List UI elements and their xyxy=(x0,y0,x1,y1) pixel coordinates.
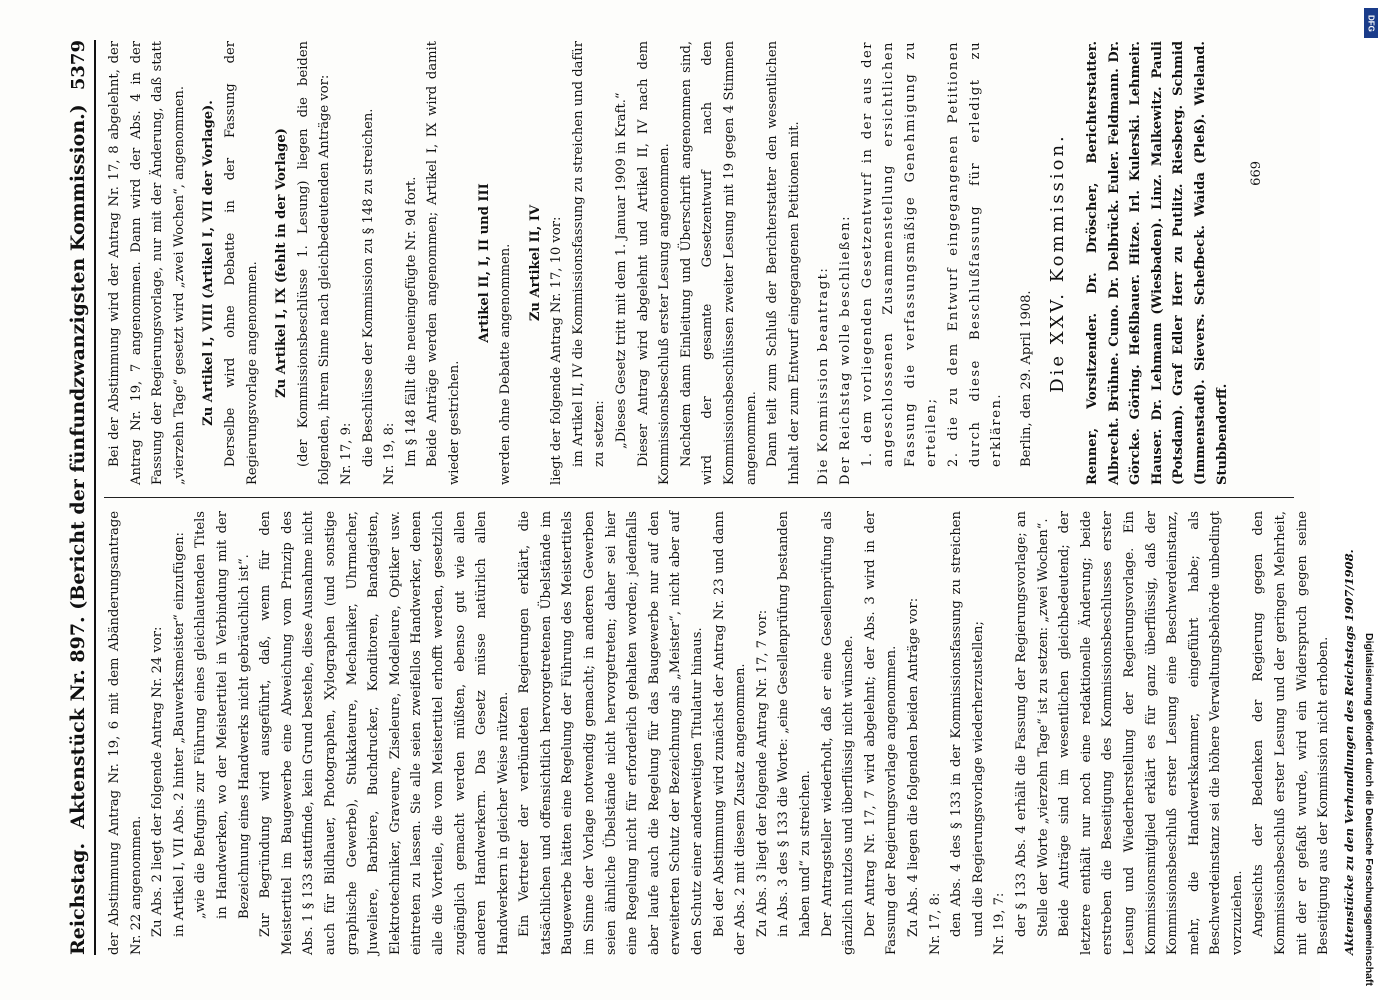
header-title: Aktenstück Nr. 897. (Bericht der fünfundzwanzigsten Kommission.) xyxy=(67,104,89,829)
paragraph: im Artikel II, IV die Kommissionsfassung zu streichen und dafür zu setzen: xyxy=(570,41,608,467)
paragraph: Bei der Abstimmung wird zunächst der Antrag Nr. 23 und dann der Abs. 2 mit diesem Zusatz angenommen. xyxy=(711,511,749,955)
section-heading: Zu Artikel II, IV xyxy=(527,204,543,322)
paragraph: in Artikel I, VII Abs. 2 hinter „Bauwerksmeister“ einzufügen: xyxy=(171,532,187,937)
section-heading: Zu Artikel I, IX (fehlt in der Vorlage) xyxy=(274,128,290,398)
paragraph: Zur Begründung wird ausgeführt, daß, wenn für den Meistertitel im Baugewerbe eine Abweichung vom Prinzip des Abs. 1 § 133 stattfinde, kein Grund bestehe, diese Ausnahme nicht auch für Bildhauer, Photographen, Xylographen (und sonstige graphische Gewerbe), Stukkateure, Mechaniker, Uhrmacher, Juweliere, Barbiere, Buchdrucker, Konditoren, Bandagisten, Elektrotechniker, Graveure, Ziseleure, Modelleure, Optiker usw. eintreten zu lassen. Sie alle seien zweifellos Handwerker, denen alle die Vorteile, die vom Meistertitel erhofft werden, gesetzlich zugänglich gemacht werden müßten, ebenso gut wie allen anderen Handwerkern. Das Gesetz müsse natürlich allen Handwerkern in gleicher Weise nützen. xyxy=(258,511,511,955)
footer-note: Aktenstücke zu den Verhandlungen des Reichstags 1907/1908. xyxy=(1341,549,1356,955)
left-column xyxy=(104,511,1356,955)
paragraph: (der Kommissionsbeschlüsse 1. Lesung) liegen die beiden folgenden, ihrem Sinne nach gleichbedeutenden Anträge vor: xyxy=(295,41,333,485)
paragraph: der § 133 Abs. 4 erhält die Fassung der Regierungsvorlage; an Stelle der Worte „vierzehn Tage“ ist zu setzen: „zwei Wochen“. xyxy=(1013,511,1051,937)
paragraph: Beide Anträge sind im wesentlichen gleichbedeutend; der letztere enthält nur noch eine redaktionelle Änderung; beide erstreben die Beseitigung des Kommissionsbeschlusses erster Lesung und Wiederherstellung der Regierungsvorlage. Ein Kommissionsmitglied erklärt es für ganz überflüssig, daß der Kommissionsbeschluß erster Lesung eine Beschwerdeinstanz, mehr, die Handwerkskammer, eingeführt habe; als Beschwerdeinstanz sei die höhere Verwaltungsbehörde unbedingt vorzuziehen. xyxy=(1057,511,1245,955)
paragraph: Nachdem dann Einleitung und Überschrift angenommen sind, wird der gesamte Gesetzentwurf nach den Kommissionsbeschlüssen zweiter Lesung mit 19 gegen 4 Stimmen angenommen. xyxy=(678,41,759,485)
quote: „Dieses Gesetz tritt mit dem 1. Januar 1909 in Kraft.“ xyxy=(614,92,630,449)
paragraph: der Abstimmung Antrag Nr. 19, 6 mit dem Abänderungsantrage Nr. 22 angenommen. xyxy=(107,511,144,955)
paragraph: Zu Abs. 3 liegt der folgende Antrag Nr. 17, 7 vor: xyxy=(754,609,770,937)
bottom-page-number: 669 xyxy=(1249,161,1265,186)
page-number: 5379 xyxy=(67,40,89,91)
credit-text: Digitalisierung gefördert durch die Deutsche Forschungsgemeinschaft xyxy=(1363,633,1376,986)
paragraph: Nr. 19, 7: xyxy=(992,892,1008,955)
signature-heading: Die XXV. Kommission. xyxy=(1047,133,1069,393)
paragraph: Nr. 17, 9: xyxy=(338,422,354,485)
dfg-logo: DFG xyxy=(1364,8,1378,38)
member-list: Renner, Vorsitzender. Dr. Dröscher, Berichterstatter. Albrecht. Brühne. Cuno. Dr. Delbrück. Euler. Feldmann. Dr. Görcke. Göring. Heßlbauer. Hitze. Irl. Kulerski. Lehmeir. Hauser. Dr. Lehmann (Wiesbaden). Linz. Malkewitz. Pauli (Potsdam). Graf Edler Herr zu Putlitz. Riesberg. Schmid (Immenstadt). Sievers. Schefbeck. Waida (Pleß). Wieland. Stubbendorff. xyxy=(1085,41,1230,485)
quote: „wie die Befugnis zur Führung eines gleichlautenden Titels in Handwerken, wo der Meistertitel in Verbindung mit der Bezeichnung eines Handwerks nicht gebräuchlich ist“. xyxy=(193,511,252,919)
paragraph: Angesichts der Bedenken der Regierung gegen den Kommissionsbeschluß erster Lesung und der geringen Mehrheit, mit der er gefaßt wurde, wird ein Widerspruch gegen seine Beseitigung aus der Kommission nicht erhoben. xyxy=(1251,511,1332,955)
paragraph: Der Antragsteller wiederholt, daß er eine Gesellenprüfung als gänzlich nutzlos und überflüssig nicht wünsche. xyxy=(819,511,857,955)
paragraph: die Beschlüsse der Kommission zu § 148 zu streichen. xyxy=(360,108,376,467)
paragraph: Der Reichstag wolle beschließen: xyxy=(838,214,853,485)
text-columns xyxy=(104,40,1356,955)
paragraph: Derselbe wird ohne Debatte in der Fassung der Regierungsvorlage angenommen. xyxy=(222,41,260,485)
digitization-credit xyxy=(1356,0,1383,1000)
paragraph: liegt der folgende Antrag Nr. 17, 10 vor: xyxy=(549,216,565,485)
section-heading: Zu Artikel I, VIII (Artikel I, VII der Vorlage). xyxy=(201,100,217,426)
paragraph: Dieser Antrag wird abgelehnt und Artikel II, IV nach dem Kommissionsbeschluß erster Lesung angenommen. xyxy=(635,41,673,485)
paragraph: Beide Anträge werden angenommen; Artikel I, IX wird damit wieder gestrichen. xyxy=(425,41,462,485)
date-line: Berlin, den 29. April 1908. xyxy=(1018,290,1034,467)
list-item: 1. dem vorliegenden Gesetzentwurf in der aus der angeschlossenen Zusammenstellung ersichtlichen Fassung die verfassungsmäßige Genehmigung zu erteilen; xyxy=(859,41,940,467)
paragraph: werden ohne Debatte angenommen. xyxy=(498,243,514,485)
page-header xyxy=(62,40,96,955)
paragraph: Nr. 17, 8: xyxy=(927,892,943,955)
paragraph: den Abs. 4 des § 133 in der Kommissionsfassung zu streichen und die Regierungsvorlage wiederherzustellen; xyxy=(949,511,986,937)
paragraph: in Abs. 3 des § 133 die Worte: „eine Gesellenprüfung bestanden haben und“ zu streichen. xyxy=(776,511,813,937)
paragraph: Im § 148 fällt die neueingefügte Nr. 9d fort. xyxy=(403,176,419,467)
header-left: Reichstag. xyxy=(67,842,89,955)
paragraph: Nr. 19, 8: xyxy=(382,422,398,485)
paragraph: Zu Abs. 4 liegen die folgenden beiden Anträge vor: xyxy=(905,597,921,937)
paragraph: Bei der Abstimmung wird der Antrag Nr. 17, 8 abgelehnt, der Antrag Nr. 19, 7 angenommen. Dann wird der Abs. 4 in der Fassung der Regierungsvorlage, nur mit der Änderung, daß statt „vierzehn Tage“ gesetzt wird „zwei Wochen“, angenommen. xyxy=(107,41,187,485)
paragraph: Zu Abs. 2 liegt der folgende Antrag Nr. 24 vor: xyxy=(150,626,166,937)
paragraph: Dann teilt zum Schluß der Berichterstatter den wesentlichen Inhalt der zum Entwurf eingegangenen Petitionen mit. xyxy=(765,41,802,485)
right-column xyxy=(104,41,1294,485)
paragraph: Ein Vertreter der verbündeten Regierungen erklärt, die tatsächlichen und offensichtlich hervorgetretenen Übelstände im Baugewerbe hätten eine Regelung der Führung des Meistertitels im Sinne der Vorlage notwendig gemacht; in anderen Gewerben seien ähnliche Übelstände nicht hervorgetreten; daher sei hier eine Regelung nicht für erforderlich gehalten worden; jedenfalls aber laufe auch die Regelung für das Baugewerbe nur auf den erweiterten Schutz der Bezeichnung als „Meister“, nicht aber auf den Schutz einer anderweitigen Titulatur hinaus. xyxy=(517,511,706,955)
paragraph: Der Antrag Nr. 17, 7 wird abgelehnt; der Abs. 3 wird in der Fassung der Regierungsvorlage angenommen. xyxy=(862,511,900,955)
paragraph: Die Kommission beantragt: xyxy=(816,266,832,485)
list-item: 2. die zu dem Entwurf eingegangenen Petitionen durch diese Beschlußfassung für erledigt zu erklären. xyxy=(945,41,1005,467)
section-heading: Artikel II, I, II und III xyxy=(476,183,492,343)
